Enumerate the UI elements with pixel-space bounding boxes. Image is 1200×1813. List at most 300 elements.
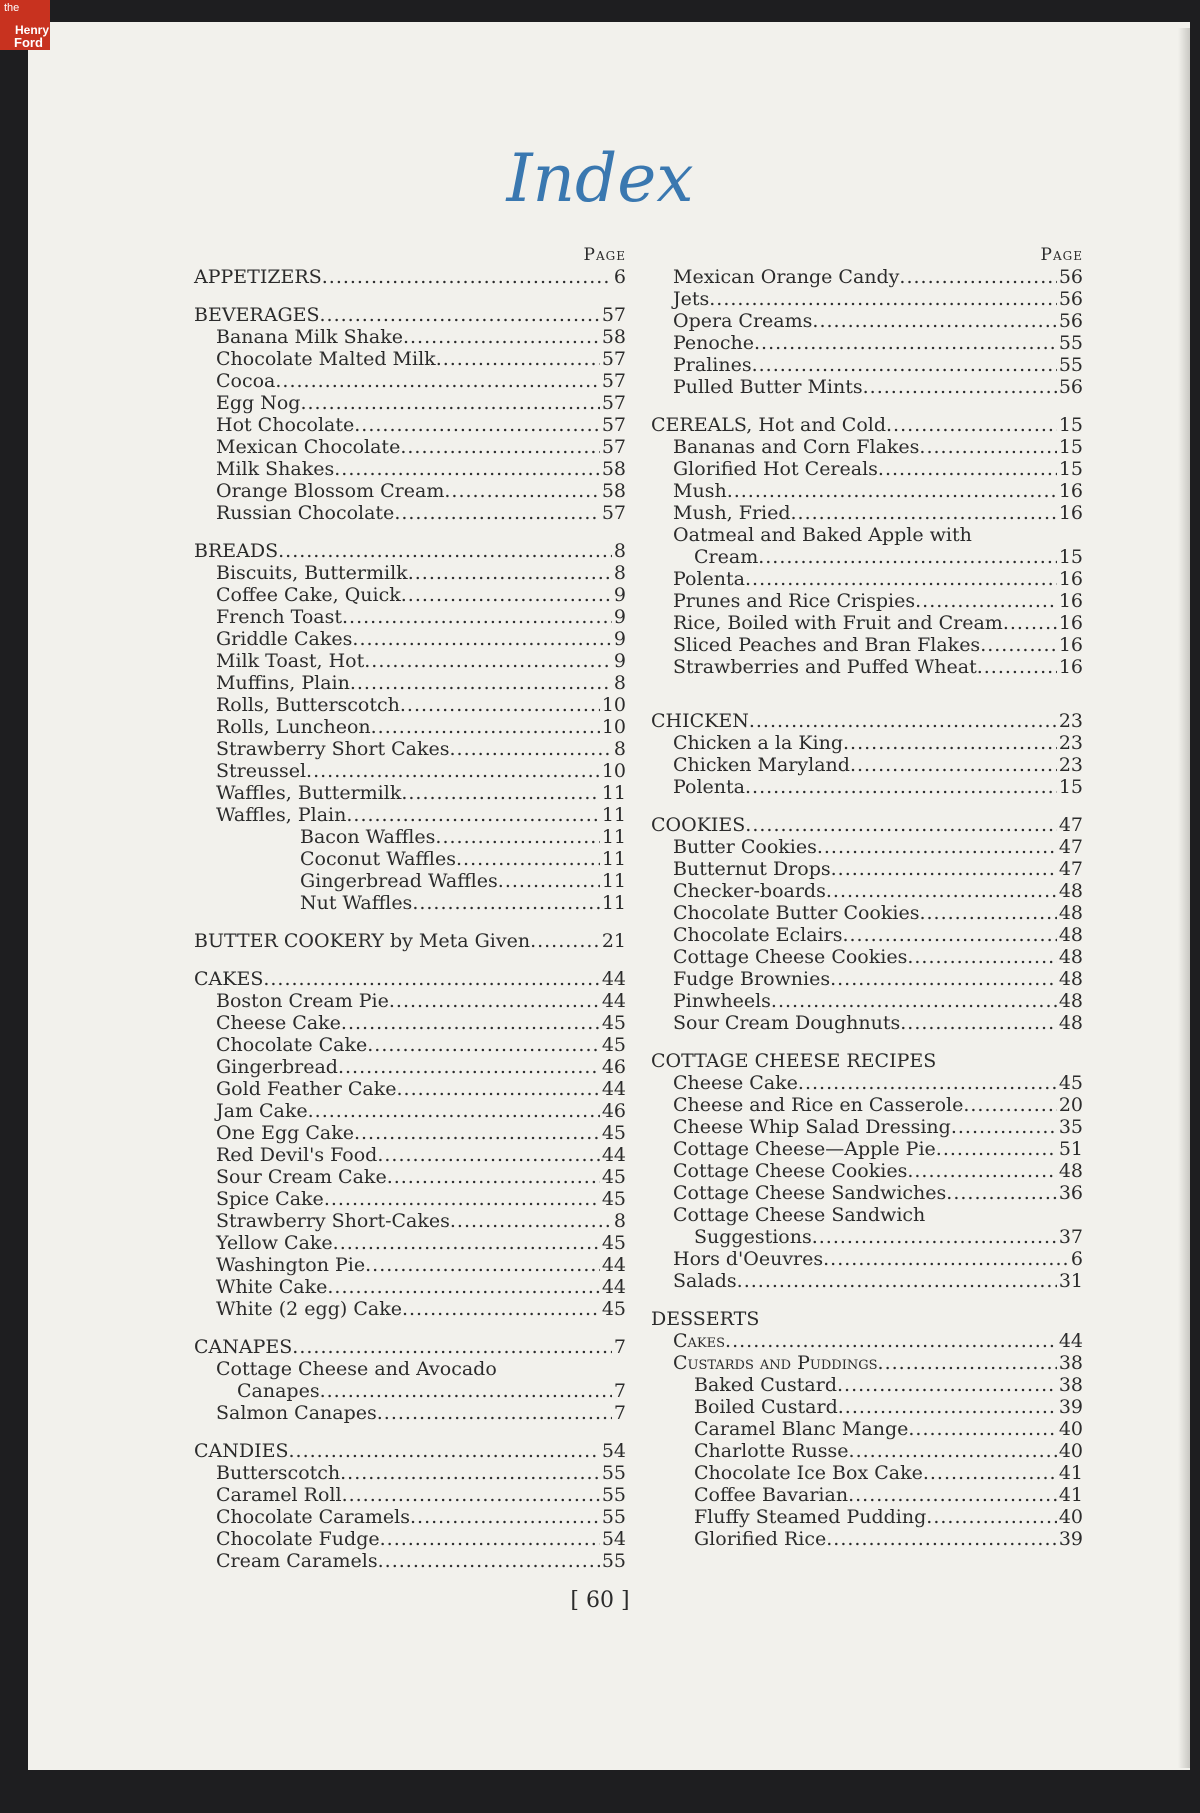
entry-title: Mush (673, 480, 727, 502)
index-entry (651, 1072, 1083, 1094)
dot-leader (951, 1116, 1057, 1138)
page-number: [ 60 ] (570, 1588, 630, 1613)
henry-ford-logo (0, 0, 50, 50)
entry-page-number: 39 (1058, 1528, 1083, 1550)
index-heading (194, 540, 626, 562)
entry-page-number: 45 (601, 1298, 626, 1320)
index-entry (651, 754, 1083, 776)
entry-title: Nut Waffles (300, 892, 413, 914)
index-entry (194, 826, 626, 848)
entry-page-number: 16 (1058, 612, 1083, 634)
dot-leader (863, 376, 1057, 398)
entry-page-number: 47 (1058, 814, 1083, 836)
entry-page-number: 36 (1058, 1182, 1083, 1204)
entry-title: Butter Cookies (673, 836, 817, 858)
index-entry (651, 924, 1083, 946)
dot-leader (831, 858, 1057, 880)
entry-title: Cheese Whip Salad Dressing (673, 1116, 951, 1138)
dot-leader (436, 348, 600, 370)
entry-title: Cheese Cake (673, 1072, 798, 1094)
dot-leader (899, 266, 1056, 288)
entry-page-number: 55 (601, 1484, 626, 1506)
entry-title: Egg Nog (216, 392, 301, 414)
entry-page-number: 7 (613, 1402, 626, 1424)
index-entry (194, 1402, 626, 1424)
entry-title: Fudge Brownies (673, 968, 831, 990)
entry-title: Cakes (673, 1330, 726, 1352)
entry-title: Cheese Cake (216, 1012, 341, 1034)
entry-title: Gold Feather Cake (216, 1078, 397, 1100)
entry-title: Chocolate Caramels (216, 1506, 410, 1528)
entry-page-number: 57 (601, 304, 626, 326)
entry-page-number: 23 (1058, 710, 1083, 732)
dot-leader (334, 458, 600, 480)
index-entry (651, 1506, 1083, 1528)
index-entry (194, 1056, 626, 1078)
entry-page-number: 41 (1058, 1462, 1083, 1484)
entry-title: Cream (694, 546, 759, 568)
dot-leader (456, 848, 600, 870)
dot-leader (320, 304, 600, 326)
entry-page-number: 38 (1058, 1352, 1083, 1374)
index-entry (194, 990, 626, 1012)
entry-title: BREADS (194, 540, 279, 562)
dot-leader (402, 1298, 600, 1320)
index-heading (194, 1440, 626, 1462)
entry-title: Butterscotch (216, 1462, 341, 1484)
section-gap (651, 1292, 1083, 1308)
entry-page-number: 16 (1058, 568, 1083, 590)
entry-title: Polenta (673, 776, 745, 798)
entry-page-number: 57 (601, 414, 626, 436)
index-entry (651, 1116, 1083, 1138)
entry-page-number: 6 (613, 266, 626, 288)
index-entry (194, 804, 626, 826)
entry-title: Cottage Cheese Sandwich (673, 1204, 926, 1226)
dot-leader (798, 1072, 1057, 1094)
entry-title: Penoche (673, 332, 754, 354)
index-entry (194, 502, 626, 524)
index-entry (651, 946, 1083, 968)
index-entry (194, 436, 626, 458)
entry-page-number: 44 (601, 1276, 626, 1298)
entry-page-number: 37 (1058, 1226, 1083, 1248)
entry-page-number: 6 (1070, 1248, 1083, 1270)
entry-title: Waffles, Plain (216, 804, 347, 826)
dot-leader (450, 1210, 612, 1232)
entry-page-number: 8 (613, 738, 626, 760)
dot-leader (377, 1144, 599, 1166)
index-entry (194, 650, 626, 672)
index-entry (651, 288, 1083, 310)
dot-leader (727, 480, 1057, 502)
index-entry (194, 1358, 626, 1380)
index-entry (194, 760, 626, 782)
entry-page-number: 45 (601, 1166, 626, 1188)
dot-leader (812, 310, 1056, 332)
dot-leader (400, 694, 600, 716)
entry-page-number: 38 (1058, 1374, 1083, 1396)
entry-page-number: 8 (613, 1210, 626, 1232)
index-entry (651, 354, 1083, 376)
entry-title: Prunes and Rice Crispies (673, 590, 916, 612)
entry-page-number: 57 (601, 392, 626, 414)
entry-title: Cottage Cheese and Avocado (216, 1358, 497, 1380)
section-gap (194, 1320, 626, 1336)
index-entry (651, 1160, 1083, 1182)
entry-title: Custards and Puddings (673, 1352, 878, 1374)
dot-leader (963, 1094, 1056, 1116)
index-entry (651, 458, 1083, 480)
entry-page-number: 54 (601, 1528, 626, 1550)
entry-page-number: 57 (601, 436, 626, 458)
entry-page-number: 58 (601, 480, 626, 502)
dot-leader (394, 502, 600, 524)
entry-page-number: 7 (613, 1336, 626, 1358)
index-entry (651, 732, 1083, 754)
index-entry (651, 1440, 1083, 1462)
entry-page-number: 46 (601, 1056, 626, 1078)
index-entry (651, 436, 1083, 458)
dot-leader (387, 1166, 600, 1188)
index-entry (651, 1374, 1083, 1396)
entry-title: Rolls, Luncheon (216, 716, 371, 738)
entry-page-number: 15 (1058, 436, 1083, 458)
entry-page-number: 56 (1058, 266, 1083, 288)
entry-title: Chocolate Fudge (216, 1528, 380, 1550)
index-entry (194, 716, 626, 738)
entry-title: Polenta (673, 568, 745, 590)
entry-title: Chocolate Cake (216, 1034, 368, 1056)
dot-leader (745, 776, 1057, 798)
entry-title: Butternut Drops (673, 858, 831, 880)
index-entry (194, 1484, 626, 1506)
index-entry (194, 392, 626, 414)
section-gap (651, 798, 1083, 814)
entry-title: Gingerbread (216, 1056, 338, 1078)
entry-title: White Cake (216, 1276, 328, 1298)
entry-page-number: 55 (1058, 354, 1083, 376)
entry-title: Bananas and Corn Flakes (673, 436, 920, 458)
dot-leader (306, 760, 600, 782)
dot-leader (292, 1336, 612, 1358)
entry-page-number: 11 (601, 892, 626, 914)
dot-leader (752, 354, 1057, 376)
entry-title: Washington Pie (216, 1254, 366, 1276)
entry-page-number: 11 (601, 848, 626, 870)
index-entry (194, 1232, 626, 1254)
entry-page-number: 57 (601, 502, 626, 524)
dot-leader (322, 266, 612, 288)
entry-page-number: 31 (1058, 1270, 1083, 1292)
entry-page-number: 8 (613, 672, 626, 694)
index-entry (194, 1188, 626, 1210)
entry-page-number: 16 (1058, 634, 1083, 656)
index-entry (194, 848, 626, 870)
index-entry (651, 546, 1083, 568)
index-entry (651, 1270, 1083, 1292)
index-entry (651, 1484, 1083, 1506)
entry-page-number: 11 (601, 782, 626, 804)
dot-leader (367, 1034, 600, 1056)
entry-title: BUTTER COOKERY by Meta Given (194, 930, 531, 952)
dot-leader (838, 1396, 1057, 1418)
entry-title: Strawberries and Puffed Wheat (673, 656, 977, 678)
dot-leader (900, 1012, 1057, 1034)
entry-title: COOKIES (651, 814, 746, 836)
entry-title: Charlotte Russe (694, 1440, 849, 1462)
entry-page-number: 58 (601, 458, 626, 480)
dot-leader (926, 1506, 1057, 1528)
dot-leader (412, 892, 600, 914)
entry-page-number: 20 (1058, 1094, 1083, 1116)
index-entry (651, 968, 1083, 990)
entry-page-number: 58 (601, 326, 626, 348)
dot-leader (401, 584, 612, 606)
index-entry (651, 902, 1083, 924)
index-entry (651, 1396, 1083, 1418)
entry-page-number: 9 (613, 584, 626, 606)
section-gap (651, 398, 1083, 414)
index-entry (651, 776, 1083, 798)
dot-leader (907, 946, 1056, 968)
index-entry (194, 1298, 626, 1320)
index-entry (651, 656, 1083, 678)
dot-leader (812, 1226, 1057, 1248)
entry-title: Griddle Cakes (216, 628, 353, 650)
dot-leader (450, 738, 612, 760)
index-entry (194, 562, 626, 584)
entry-title: Cottage Cheese—Apple Pie (673, 1138, 936, 1160)
entry-title: Salads (673, 1270, 737, 1292)
entry-page-number: 55 (601, 1550, 626, 1572)
dot-leader (365, 1254, 600, 1276)
entry-title: Strawberry Short-Cakes (216, 1210, 450, 1232)
entry-page-number: 21 (601, 930, 626, 952)
entry-page-number: 45 (601, 1232, 626, 1254)
entry-page-number: 56 (1058, 288, 1083, 310)
index-entry (651, 1094, 1083, 1116)
section-gap (194, 524, 626, 540)
page-title: Index (506, 140, 694, 217)
index-entry (651, 1330, 1083, 1352)
entry-page-number: 48 (1058, 968, 1083, 990)
entry-title: Caramel Blanc Mange (694, 1418, 909, 1440)
entry-title: Coffee Bavarian (694, 1484, 849, 1506)
index-entry (194, 1034, 626, 1056)
dot-leader (907, 1160, 1056, 1182)
dot-leader (758, 546, 1057, 568)
dot-leader (946, 1182, 1057, 1204)
dot-leader (791, 502, 1057, 524)
entry-page-number: 46 (601, 1100, 626, 1122)
entry-title: Sour Cream Cake (216, 1166, 387, 1188)
index-entry (194, 628, 626, 650)
dot-leader (300, 392, 599, 414)
entry-page-number: 48 (1058, 1160, 1083, 1182)
entry-page-number: 23 (1058, 754, 1083, 776)
index-heading (194, 1336, 626, 1358)
entry-title: Rice, Boiled with Fruit and Cream (673, 612, 1003, 634)
dot-leader (371, 716, 600, 738)
entry-title: Cottage Cheese Sandwiches (673, 1182, 947, 1204)
entry-page-number: 47 (1058, 858, 1083, 880)
entry-title: Baked Custard (694, 1374, 837, 1396)
dot-leader (498, 870, 600, 892)
entry-page-number: 45 (601, 1034, 626, 1056)
entry-page-number: 55 (1058, 332, 1083, 354)
dot-leader (823, 1248, 1069, 1270)
index-heading (194, 266, 626, 288)
entry-title: Cream Caramels (216, 1550, 378, 1572)
index-entry (194, 870, 626, 892)
index-entry (194, 414, 626, 436)
dot-leader (396, 1078, 599, 1100)
entry-title: Coffee Cake, Quick (216, 584, 401, 606)
section-gap (194, 288, 626, 304)
index-entry (651, 1248, 1083, 1270)
index-column-right (651, 244, 1083, 1550)
index-entry (651, 310, 1083, 332)
entry-page-number: 44 (1058, 1330, 1083, 1352)
entry-title: Chocolate Eclairs (673, 924, 843, 946)
section-gap (651, 678, 1083, 694)
entry-page-number: 15 (1058, 414, 1083, 436)
entry-page-number: 44 (601, 1254, 626, 1276)
entry-title: One Egg Cake (216, 1122, 354, 1144)
dot-leader (342, 606, 612, 628)
entry-title: CANAPES (194, 1336, 293, 1358)
index-entry (651, 480, 1083, 502)
dot-leader (378, 1550, 600, 1572)
index-entry (651, 1226, 1083, 1248)
dot-leader (745, 568, 1057, 590)
entry-title: CANDIES (194, 1440, 289, 1462)
index-entry (651, 502, 1083, 524)
entry-page-number: 40 (1058, 1440, 1083, 1462)
dot-leader (923, 1462, 1057, 1484)
dot-leader (709, 288, 1057, 310)
entry-page-number: 57 (601, 370, 626, 392)
index-entry (651, 634, 1083, 656)
entry-title: Biscuits, Buttermilk (216, 562, 408, 584)
dot-leader (289, 1440, 600, 1462)
entry-title: Boston Cream Pie (216, 990, 389, 1012)
index-heading (651, 814, 1083, 836)
index-entry (194, 1078, 626, 1100)
entry-title: Sour Cream Doughnuts (673, 1012, 901, 1034)
entry-page-number: 16 (1058, 480, 1083, 502)
dot-leader (745, 814, 1057, 836)
entry-title: Mexican Orange Candy (673, 266, 900, 288)
index-entry (194, 1550, 626, 1572)
dot-leader (936, 1138, 1057, 1160)
index-heading (651, 1050, 1083, 1072)
dot-leader (980, 634, 1057, 656)
entry-page-number: 35 (1058, 1116, 1083, 1138)
entry-title: Jam Cake (216, 1100, 308, 1122)
page-column-heading: Page (583, 245, 626, 265)
index-entry (651, 1462, 1083, 1484)
entry-page-number: 8 (613, 562, 626, 584)
dot-leader (919, 902, 1056, 924)
section-gap (651, 1034, 1083, 1050)
entry-title: Hors d'Oeuvres (673, 1248, 824, 1270)
entry-page-number: 9 (613, 628, 626, 650)
index-entry (194, 1166, 626, 1188)
entry-page-number: 16 (1058, 656, 1083, 678)
index-entry (651, 1182, 1083, 1204)
index-entry (651, 858, 1083, 880)
entry-page-number: 44 (601, 968, 626, 990)
entry-title: Chocolate Butter Cookies (673, 902, 920, 924)
entry-title: Chicken Maryland (673, 754, 850, 776)
entry-page-number: 54 (601, 1440, 626, 1462)
dot-leader (340, 1462, 600, 1484)
entry-title: Bacon Waffles (300, 826, 436, 848)
entry-page-number: 45 (1058, 1072, 1083, 1094)
entry-page-number: 56 (1058, 376, 1083, 398)
entry-title: White (2 egg) Cake (216, 1298, 402, 1320)
index-entry (194, 348, 626, 370)
dot-leader (435, 826, 599, 848)
entry-title: Pralines (673, 354, 752, 376)
dot-leader (377, 1402, 612, 1424)
index-entry (651, 1138, 1083, 1160)
index-entry (194, 326, 626, 348)
entry-title: Spice Cake (216, 1188, 324, 1210)
entry-page-number: 48 (1058, 902, 1083, 924)
dot-leader (849, 1440, 1057, 1462)
index-entry (194, 1276, 626, 1298)
entry-title: Oatmeal and Baked Apple with (673, 524, 972, 546)
entry-title: Strawberry Short Cakes (216, 738, 450, 760)
entry-page-number: 57 (601, 348, 626, 370)
entry-title: Rolls, Butterscotch (216, 694, 400, 716)
entry-title: Canapes (237, 1380, 320, 1402)
dot-leader (380, 1528, 600, 1550)
dot-leader (826, 880, 1057, 902)
logo-text-henry: Henry (15, 23, 50, 37)
index-entry (194, 1462, 626, 1484)
index-entry (194, 738, 626, 760)
entry-title: Jets (673, 288, 710, 310)
entry-title: CEREALS, Hot and Cold (651, 414, 887, 436)
dot-leader (977, 656, 1057, 678)
index-entry (194, 1380, 626, 1402)
dot-leader (754, 332, 1057, 354)
dot-leader (826, 1528, 1057, 1550)
index-entry (651, 524, 1083, 546)
entry-page-number: 51 (1058, 1138, 1083, 1160)
index-entry (651, 880, 1083, 902)
dot-leader (389, 990, 600, 1012)
dot-leader (919, 436, 1056, 458)
index-entry (651, 332, 1083, 354)
index-entry (651, 612, 1083, 634)
entry-title: COTTAGE CHEESE RECIPES (651, 1050, 937, 1072)
index-column-left (194, 244, 626, 1572)
dot-leader (338, 1056, 600, 1078)
dot-leader (342, 1484, 600, 1506)
entry-page-number: 11 (601, 804, 626, 826)
dot-leader (263, 968, 599, 990)
index-heading (651, 414, 1083, 436)
section-gap (651, 694, 1083, 710)
entry-page-number: 40 (1058, 1506, 1083, 1528)
entry-title: French Toast (216, 606, 343, 628)
entry-title: Fluffy Steamed Pudding (694, 1506, 927, 1528)
